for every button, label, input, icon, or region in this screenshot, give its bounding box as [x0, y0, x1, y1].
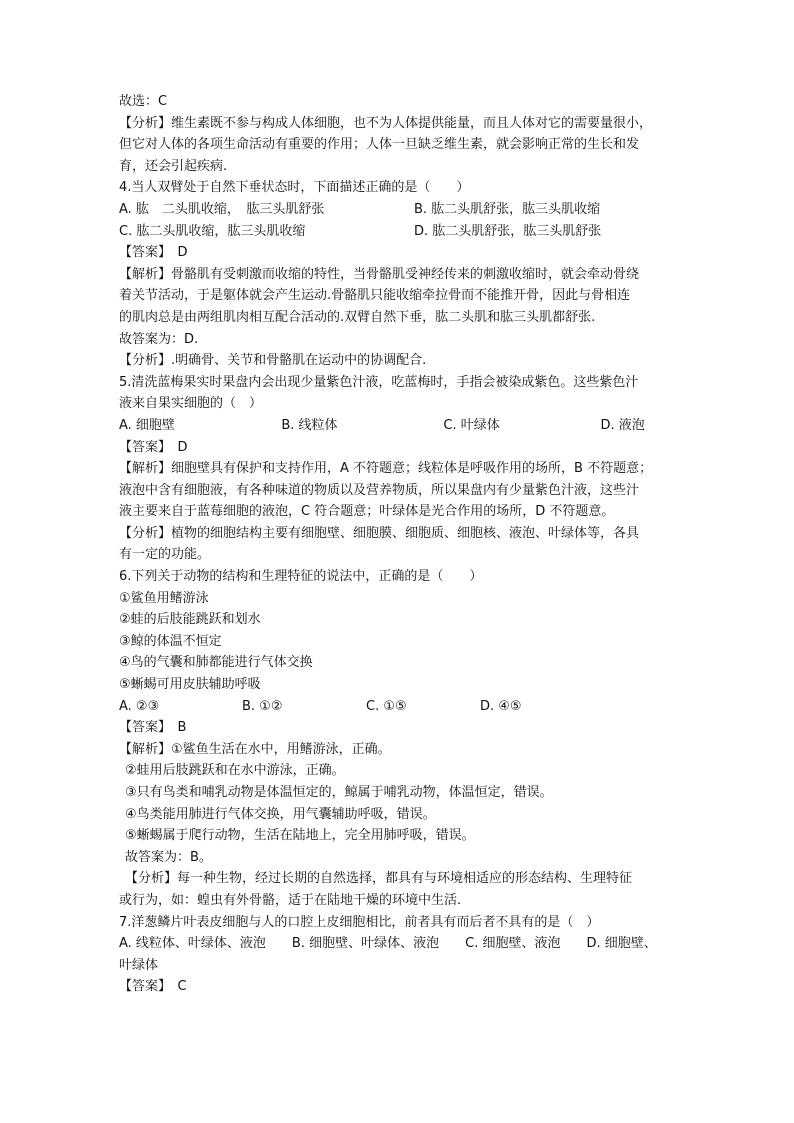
text-line: 有一定的功能。 — [119, 547, 211, 563]
analysis-line: ④鸟类能用肺进行气体交换，用气囊辅助呼吸，错误。 — [125, 806, 436, 822]
question-4-options-row-2 — [119, 221, 679, 243]
option-a: A. 细胞壁 — [119, 417, 175, 433]
text-line: 【分析】维生素既不参与构成人体细胞，也不为人体提供能量，而且人体对它的需要量很小， — [119, 115, 653, 131]
text-line: 着关节活动，于是躯体就会产生运动.骨骼肌只能收缩牵拉骨而不能推开骨，因此与骨相连 — [119, 288, 631, 304]
answer-line: 【答案】 D — [119, 245, 188, 261]
analysis-line: ②蛙用后肢跳跃和在水中游泳，正确。 — [125, 763, 345, 779]
analysis-line: 故答案为：B。 — [125, 849, 212, 865]
statement-3: ③鲸的体温不恒定 — [119, 633, 222, 649]
text-line: 【解析】骨骼肌有受刺激而收缩的特性，当骨骼肌受神经传来的刺激收缩时，就会牵动骨绕 — [119, 266, 640, 282]
option-b: B. 肱二头肌舒张，肱三头肌收缩 — [414, 201, 601, 217]
text-line: 育，还会引起疾病. — [119, 158, 228, 174]
statement-4: ④鸟的气囊和肺都能进行气体交换 — [119, 655, 313, 671]
analysis-line: ③只有鸟类和哺乳动物是体温恒定的，鲸属于哺乳动物，体温恒定，错误。 — [125, 785, 553, 800]
text-line: 故选：C — [119, 94, 168, 109]
option-d: D. 肱二头肌舒张，肱三头肌舒张 — [414, 223, 602, 239]
option-a: A. 肱 二头肌收缩， 肱三头肌舒张 — [119, 201, 325, 217]
question-5-options — [119, 415, 679, 437]
answer-line: 【答案】 C — [119, 979, 187, 995]
option-d: D. ④⑤ — [480, 698, 522, 714]
text-line: 【分析】.明确骨、关节和骨骼肌在运动中的协调配合. — [119, 353, 427, 369]
option-c: C. ①⑤ — [366, 698, 407, 714]
analysis-line: 【解析】①鲨鱼生活在水中，用鳍游泳，正确。 — [119, 741, 391, 757]
answer-line: 【答案】 D — [119, 439, 188, 455]
question-6-options — [119, 696, 679, 718]
analysis-line: ⑤蜥蜴属于爬行动物，生活在陆地上，完全用肺呼吸，错误。 — [125, 828, 475, 844]
text-line: 液主要来自于蓝莓细胞的液泡，C 符合题意；叶绿体是光合作用的场所，D 不符题意。 — [119, 504, 615, 520]
statement-2: ②蛙的后肢能跳跃和划水 — [119, 612, 261, 628]
text-line: 故答案为：D. — [119, 331, 199, 347]
text-line: 液泡中含有细胞液，有各种味道的物质以及营养物质，所以果盘内有少量紫色汁液，这些汁 — [119, 482, 640, 498]
option-b: B. 线粒体 — [281, 417, 338, 433]
answer-line: 【答案】 B — [119, 720, 187, 736]
option-b: B. ①② — [242, 698, 283, 714]
option-c: C. 叶绿体 — [443, 417, 500, 433]
statement-5: ⑤蜥蜴可用皮肤辅助呼吸 — [119, 677, 261, 693]
document-page — [119, 91, 679, 998]
analysis-line: 或行为，如：蝗虫有外骨骼，适于在陆地干燥的环境中生活. — [119, 892, 462, 908]
question-5-stem: 5.清洗蓝梅果实时果盘内会出现少量紫色汁液，吃蓝梅时，手指会被染成紫色。这些紫色汁 — [119, 374, 639, 390]
text-line: 【解析】细胞壁具有保护和支持作用，A 不符题意；线粒体是呼吸作用的场所，B 不符题意； — [119, 461, 653, 477]
question-4-stem: 4.当人双臂处于自然下垂状态时，下面描述正确的是（ ） — [119, 180, 470, 196]
text-line: 但它对人体的各项生命活动有重要的作用；人体一旦缺乏维生素，就会影响正常的生长和发 — [119, 137, 640, 153]
option-d: D. 液泡 — [600, 417, 645, 433]
analysis-line: 【分析】每一种生物，经过长期的自然选择，都具有与环境相适应的形态结构、生理特征 — [125, 871, 633, 887]
question-7-options: A. 线粒体、叶绿体、液泡 B. 细胞壁、叶绿体、液泡 C. 细胞壁、液泡 D. 细胞壁、 — [119, 936, 657, 952]
text-line: 的肌肉总是由两组肌肉相互配合活动的.双臂自然下垂，肱二头肌和肱三头肌都舒张. — [119, 309, 596, 325]
question-6-stem: 6.下列关于动物的结构和生理特征的说法中，正确的是（ ） — [119, 569, 483, 585]
option-a: A. ②③ — [119, 698, 160, 714]
text-line: 【分析】植物的细胞结构主要有细胞壁、细胞膜、细胞质、细胞核、液泡、叶绿体等，各具 — [119, 525, 640, 541]
question-4-options-row-1 — [119, 199, 679, 221]
question-5-stem-cont: 液来自果实细胞的（ ） — [119, 396, 263, 412]
question-7-options-cont: 叶绿体 — [119, 957, 159, 973]
question-7-stem: 7.洋葱鳞片叶表皮细胞与人的口腔上皮细胞相比，前者具有而后者不具有的是（ ） — [119, 914, 600, 930]
option-c: C. 肱二头肌收缩，肱三头肌收缩 — [119, 223, 306, 239]
statement-1: ①鲨鱼用鳍游泳 — [119, 590, 209, 606]
